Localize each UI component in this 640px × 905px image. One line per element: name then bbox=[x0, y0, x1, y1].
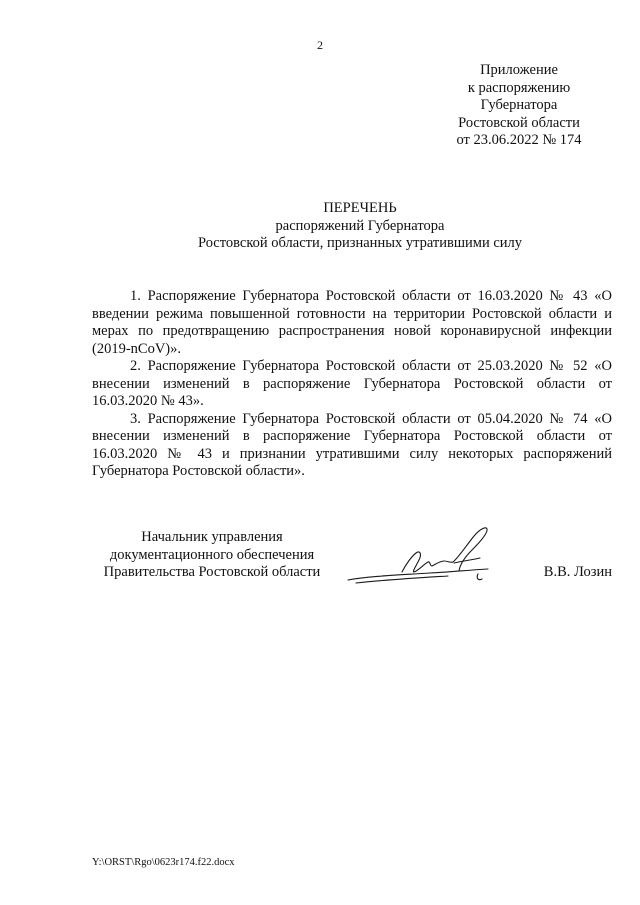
appendix-header bbox=[420, 62, 618, 150]
list-item bbox=[92, 288, 612, 358]
position-line: Правительства Ростовской области bbox=[103, 564, 321, 580]
position-line: Начальник управления bbox=[141, 529, 283, 545]
list-item-text: 1. Распоряжение Губернатора Ростовской области от 16.03.2020 № 43 «О введении режима повышенной готовности на территории Ростовской области и мерах по предотвращению распространения новой коронавирусной инфекции (2019-nCoV)». bbox=[92, 288, 612, 357]
list-item bbox=[92, 358, 612, 411]
signatory-position bbox=[92, 529, 332, 582]
page-number: 2 bbox=[317, 38, 323, 52]
signatory-name: В.В. Лозин bbox=[543, 564, 612, 580]
title-heading: ПЕРЕЧЕНЬ bbox=[323, 200, 397, 216]
list-item-text: 3. Распоряжение Губернатора Ростовской области от 05.04.2020 № 74 «О внесении изменений в распоряжение Губернатора Ростовской области от 16.03.2020 № 43 и признании утратившими силу некоторых распоряжений Губернатора Ростовской области». bbox=[92, 410, 612, 479]
file-path-footer: Y:\ORST\Rgo\0623r174.f22.docx bbox=[92, 857, 235, 868]
appendix-line: Приложение bbox=[480, 62, 558, 78]
handwritten-signature bbox=[330, 520, 510, 590]
appendix-date: от 23.06.2022 № 174 bbox=[456, 132, 582, 148]
title-line: Ростовской области, признанных утратившими силу bbox=[197, 235, 523, 251]
appendix-line: Губернатора bbox=[480, 97, 558, 113]
list-item-text: 2. Распоряжение Губернатора Ростовской области от 25.03.2020 № 52 «О внесении изменений в распоряжение Губернатора Ростовской области от 16.03.2020 № 43». bbox=[92, 358, 612, 409]
appendix-line: к распоряжению bbox=[467, 79, 571, 96]
appendix-line: Ростовской области bbox=[458, 114, 580, 131]
title-line: распоряжений Губернатора bbox=[275, 217, 445, 234]
position-line: документационного обеспечения bbox=[109, 546, 315, 563]
decree-list bbox=[92, 288, 612, 481]
list-item bbox=[92, 411, 612, 481]
document-title bbox=[0, 200, 640, 253]
